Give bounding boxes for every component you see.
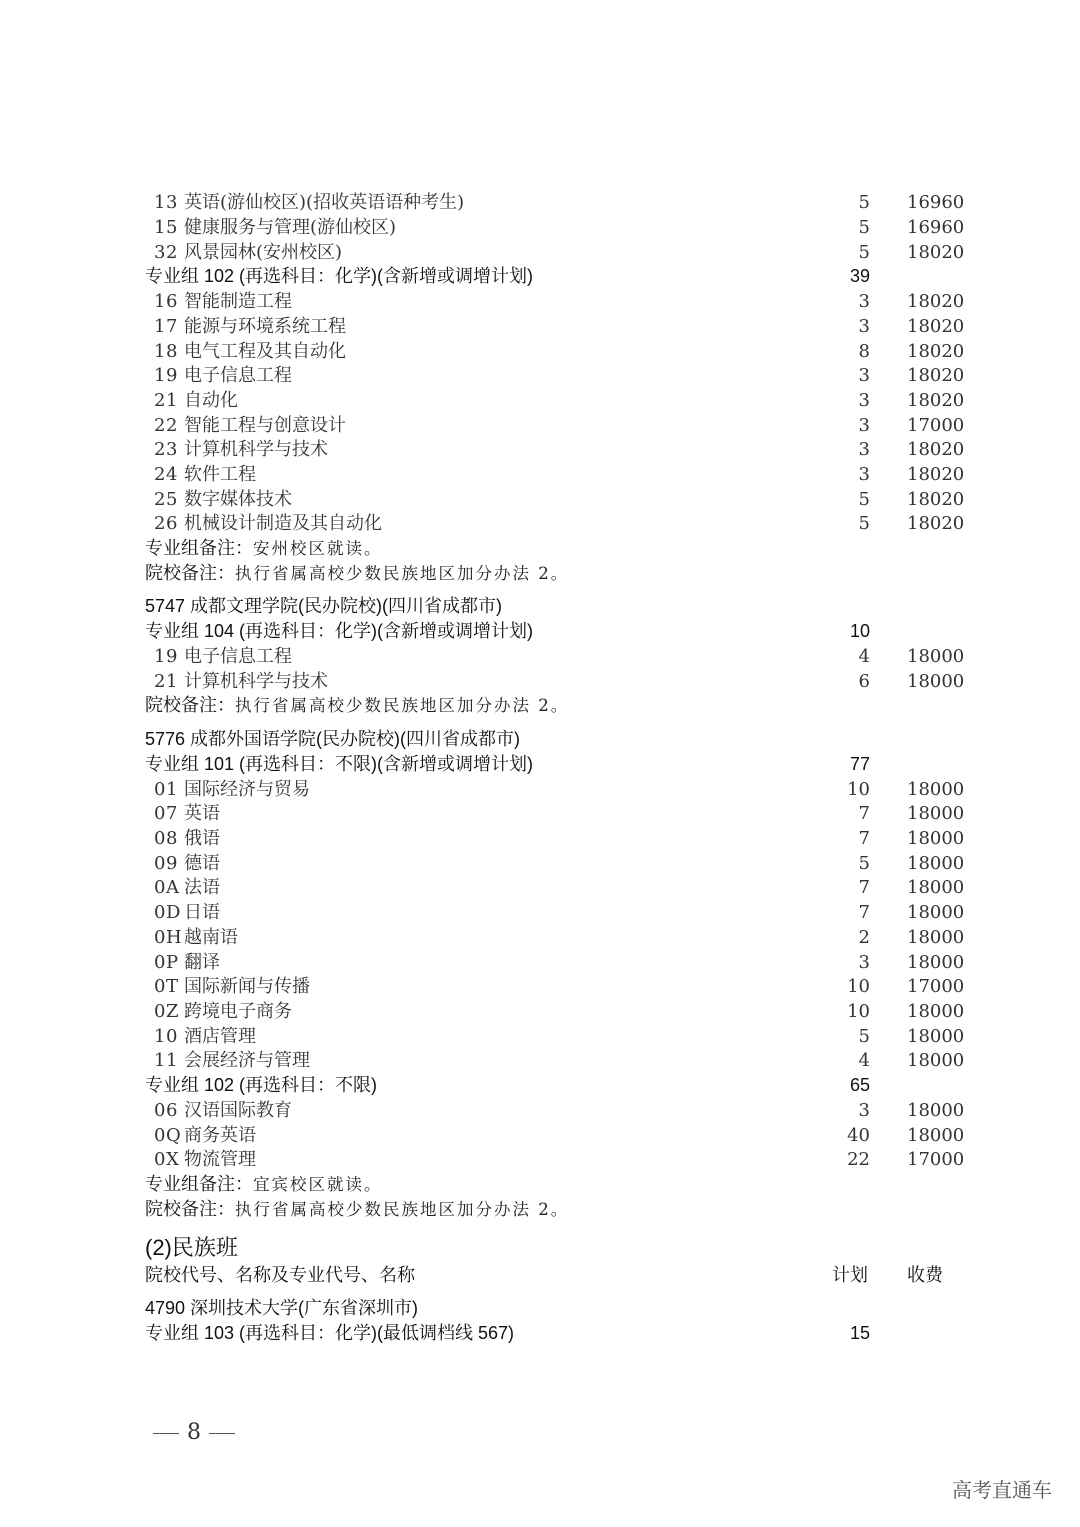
major-plan: 5: [858, 513, 870, 534]
major-fee: 18020: [907, 513, 965, 534]
group-note: [0, 536, 1080, 561]
major-code: 25: [154, 489, 178, 510]
major-row: [0, 240, 1080, 265]
group-plan-total: 65: [849, 1075, 870, 1095]
major-plan: 3: [858, 1100, 870, 1121]
major-fee: 18020: [907, 316, 965, 337]
school-note: [0, 1197, 1080, 1222]
major-fee: 18000: [907, 803, 965, 824]
major-plan: 10: [847, 779, 870, 800]
major-fee: 18000: [907, 1026, 965, 1047]
school-note-text: 执行省属高校少数民族地区加分办法 2。: [235, 1200, 570, 1219]
major-name: 法语: [184, 877, 220, 898]
major-row: [0, 851, 1080, 876]
major-plan: 10: [847, 976, 870, 997]
major-code: 17: [154, 316, 178, 337]
major-row: [0, 644, 1080, 669]
major-name: 数字媒体技术: [184, 489, 292, 510]
major-plan: 10: [847, 1001, 870, 1022]
major-name: 能源与环境系统工程: [184, 316, 346, 337]
group-plan-total: 77: [849, 754, 870, 774]
major-plan: 3: [858, 464, 870, 485]
major-code: 0D: [154, 902, 181, 923]
major-plan: 5: [858, 217, 870, 238]
major-plan: 3: [858, 952, 870, 973]
major-code: 32: [154, 242, 178, 263]
major-plan: 3: [858, 415, 870, 436]
major-row: [0, 1024, 1080, 1049]
major-code: 0T: [154, 976, 179, 997]
major-plan: 5: [858, 489, 870, 510]
major-name: 智能制造工程: [184, 291, 292, 312]
major-code: 22: [154, 415, 178, 436]
major-fee: 18000: [907, 671, 965, 692]
major-row: [0, 999, 1080, 1024]
major-fee: 18000: [907, 1125, 965, 1146]
major-code: 07: [154, 803, 178, 824]
dash-decoration: [153, 1433, 179, 1434]
major-code: 19: [154, 365, 178, 386]
major-plan: 3: [858, 390, 870, 411]
school-note-label: 院校备注：: [145, 695, 235, 715]
major-code: 0Z: [154, 1001, 179, 1022]
major-fee: 18000: [907, 1001, 965, 1022]
major-fee: 16960: [907, 217, 965, 238]
major-group-header: [0, 1321, 1080, 1346]
major-name: 自动化: [184, 390, 238, 411]
major-row: [0, 875, 1080, 900]
major-name: 智能工程与创意设计: [184, 415, 346, 436]
major-fee: 18000: [907, 877, 965, 898]
major-name: 俄语: [184, 828, 220, 849]
major-row: [0, 1048, 1080, 1073]
major-fee: 17000: [907, 976, 965, 997]
major-code: 15: [154, 217, 178, 238]
major-name: 英语: [184, 803, 220, 824]
major-row: [0, 950, 1080, 975]
major-plan: 7: [858, 828, 870, 849]
major-code: 24: [154, 464, 178, 485]
school-note-label: 院校备注：: [145, 1199, 235, 1219]
major-row: [0, 777, 1080, 802]
major-code: 18: [154, 341, 178, 362]
group-plan-total: 10: [849, 621, 870, 641]
major-name: 酒店管理: [184, 1026, 256, 1047]
school-note-label: 院校备注：: [145, 563, 235, 583]
major-fee: 18000: [907, 927, 965, 948]
major-fee: 18000: [907, 646, 965, 667]
major-fee: 18020: [907, 341, 965, 362]
school-header: [0, 727, 1080, 752]
major-plan: 22: [847, 1149, 870, 1170]
major-row: [0, 826, 1080, 851]
major-code: 0H: [154, 927, 183, 948]
major-name: 电子信息工程: [184, 365, 292, 386]
section-title: (2)民族班: [145, 1235, 238, 1260]
group-note-label: 专业组备注：: [145, 538, 253, 558]
major-name: 软件工程: [184, 464, 256, 485]
major-plan: 4: [858, 1050, 870, 1071]
major-fee: 17000: [907, 1149, 965, 1170]
section-heading: [0, 1233, 1080, 1263]
major-code: 19: [154, 646, 178, 667]
major-name: 健康服务与管理(游仙校区): [184, 217, 397, 238]
major-name: 日语: [184, 902, 220, 923]
major-plan: 40: [847, 1125, 870, 1146]
group-label: 专业组 102 (再选科目：不限): [145, 1075, 378, 1095]
major-plan: 7: [858, 902, 870, 923]
school-header: [0, 1296, 1080, 1321]
major-fee: 18000: [907, 779, 965, 800]
major-fee: 18000: [907, 1050, 965, 1071]
header-fee-column: 收费: [907, 1265, 943, 1285]
group-plan-total: 39: [849, 266, 870, 286]
school-label: 5776 成都外国语学院(民办院校)(四川省成都市): [145, 729, 521, 749]
major-row: [0, 314, 1080, 339]
major-row: [0, 190, 1080, 215]
dash-decoration: [209, 1433, 235, 1434]
group-label: 专业组 102 (再选科目：化学)(含新增或调增计划): [145, 266, 534, 286]
major-row: [0, 1098, 1080, 1123]
major-row: [0, 511, 1080, 536]
major-name: 国际新闻与传播: [184, 976, 310, 997]
major-name: 机械设计制造及其自动化: [184, 513, 382, 534]
school-label: 5747 成都文理学院(民办院校)(四川省成都市): [145, 596, 503, 616]
major-name: 计算机科学与技术: [184, 671, 328, 692]
header-name-column: 院校代号、名称及专业代号、名称: [145, 1265, 415, 1285]
major-row: [0, 1123, 1080, 1148]
major-row: [0, 925, 1080, 950]
major-code: 08: [154, 828, 178, 849]
major-row: [0, 462, 1080, 487]
major-row: [0, 1147, 1080, 1172]
major-code: 06: [154, 1100, 178, 1121]
major-name: 电气工程及其自动化: [184, 341, 346, 362]
major-name: 德语: [184, 853, 220, 874]
major-fee: 18020: [907, 390, 965, 411]
major-row: [0, 487, 1080, 512]
major-plan: 3: [858, 365, 870, 386]
major-group-header: [0, 752, 1080, 777]
major-row: [0, 974, 1080, 999]
major-plan: 7: [858, 803, 870, 824]
major-row: [0, 437, 1080, 462]
major-row: [0, 413, 1080, 438]
major-fee: 18000: [907, 952, 965, 973]
major-code: 0P: [154, 952, 179, 973]
major-group-header: [0, 264, 1080, 289]
group-label: 专业组 101 (再选科目：不限)(含新增或调增计划): [145, 754, 534, 774]
major-fee: 18000: [907, 828, 965, 849]
major-code: 23: [154, 439, 178, 460]
school-note-text: 执行省属高校少数民族地区加分办法 2。: [235, 564, 570, 583]
major-row: [0, 363, 1080, 388]
major-name: 计算机科学与技术: [184, 439, 328, 460]
major-fee: 18020: [907, 489, 965, 510]
major-plan: 3: [858, 316, 870, 337]
major-name: 翻译: [184, 952, 220, 973]
group-label: 专业组 104 (再选科目：化学)(含新增或调增计划): [145, 621, 534, 641]
major-fee: 18020: [907, 242, 965, 263]
major-code: 0X: [154, 1149, 180, 1170]
school-header: [0, 594, 1080, 619]
school-note-text: 执行省属高校少数民族地区加分办法 2。: [235, 696, 570, 715]
major-plan: 5: [858, 242, 870, 263]
group-label: 专业组 103 (再选科目：化学)(最低调档线 567): [145, 1323, 515, 1343]
major-fee: 18020: [907, 439, 965, 460]
major-code: 09: [154, 853, 178, 874]
major-fee: 17000: [907, 415, 965, 436]
major-plan: 2: [858, 927, 870, 948]
major-plan: 5: [858, 192, 870, 213]
major-fee: 18020: [907, 365, 965, 386]
major-row: [0, 215, 1080, 240]
major-plan: 8: [858, 341, 870, 362]
major-code: 01: [154, 779, 178, 800]
major-group-header: [0, 1073, 1080, 1098]
major-name: 电子信息工程: [184, 646, 292, 667]
major-code: 21: [154, 390, 178, 411]
major-code: 0Q: [154, 1125, 182, 1146]
major-name: 英语(游仙校区)(招收英语语种考生): [184, 192, 465, 213]
watermark: 高考直通车: [952, 1478, 1052, 1502]
major-row: [0, 339, 1080, 364]
major-group-header: [0, 619, 1080, 644]
major-code: 16: [154, 291, 178, 312]
major-name: 风景园林(安州校区): [184, 242, 343, 263]
major-plan: 3: [858, 291, 870, 312]
school-label: 4790 深圳技术大学(广东省深圳市): [145, 1298, 419, 1318]
major-name: 商务英语: [184, 1125, 256, 1146]
major-row: [0, 388, 1080, 413]
major-fee: 18000: [907, 1100, 965, 1121]
major-fee: 18020: [907, 291, 965, 312]
major-row: [0, 801, 1080, 826]
major-name: 国际经济与贸易: [184, 779, 310, 800]
major-plan: 4: [858, 646, 870, 667]
major-plan: 3: [858, 439, 870, 460]
major-code: 26: [154, 513, 178, 534]
school-note: [0, 561, 1080, 586]
header-plan-column: 计划: [832, 1265, 868, 1285]
major-plan: 6: [858, 671, 870, 692]
major-plan: 5: [858, 1026, 870, 1047]
group-note-label: 专业组备注：: [145, 1174, 253, 1194]
school-note: [0, 693, 1080, 718]
major-fee: 18020: [907, 464, 965, 485]
group-note: [0, 1172, 1080, 1197]
page-number: [145, 1420, 243, 1445]
major-code: 21: [154, 671, 178, 692]
major-row: [0, 289, 1080, 314]
group-note-text: 宜宾校区就读。: [253, 1175, 383, 1194]
group-plan-total: 15: [849, 1323, 870, 1343]
major-plan: 5: [858, 853, 870, 874]
major-name: 物流管理: [184, 1149, 256, 1170]
major-name: 会展经济与管理: [184, 1050, 310, 1071]
major-code: 13: [154, 192, 178, 213]
major-code: 0A: [154, 877, 180, 898]
major-fee: 18000: [907, 853, 965, 874]
major-code: 11: [154, 1050, 178, 1071]
major-name: 跨境电子商务: [184, 1001, 292, 1022]
major-row: [0, 900, 1080, 925]
table-header: [0, 1263, 1080, 1288]
major-code: 10: [154, 1026, 178, 1047]
major-plan: 7: [858, 877, 870, 898]
major-name: 汉语国际教育: [184, 1100, 292, 1121]
group-note-text: 安州校区就读。: [253, 539, 383, 558]
page-number-value: 8: [187, 1420, 201, 1445]
major-name: 越南语: [184, 927, 238, 948]
major-fee: 16960: [907, 192, 965, 213]
major-fee: 18000: [907, 902, 965, 923]
major-row: [0, 669, 1080, 694]
